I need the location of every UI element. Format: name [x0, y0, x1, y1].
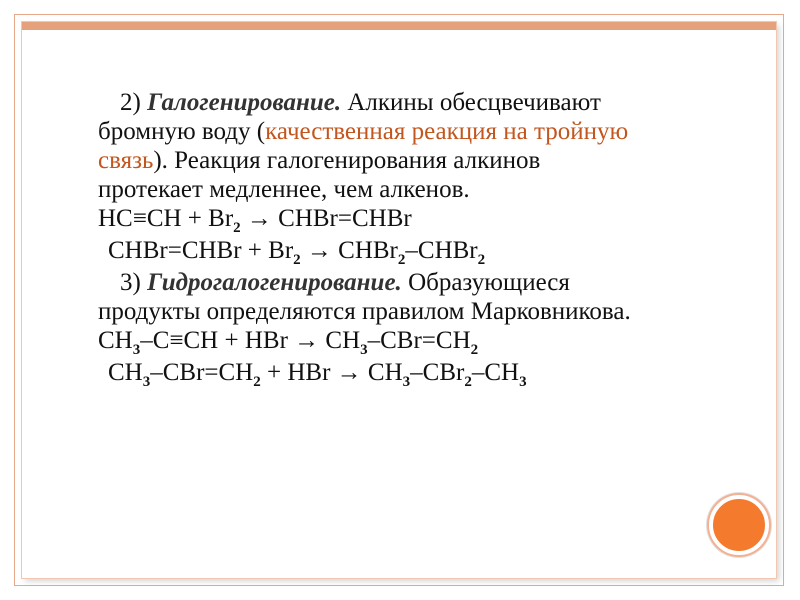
eq-text: –C≡CH + HBr → CH [140, 327, 361, 354]
highlight-text: качественная реакция на тройную [265, 118, 629, 145]
subscript: 2 [470, 342, 479, 358]
item-number: 2) [120, 89, 148, 116]
text: Образующиеся [401, 269, 570, 296]
paragraph-3-line-1 [98, 268, 768, 297]
text: бромную воду ( [98, 118, 266, 145]
subscript: 3 [402, 374, 411, 390]
subscript: 2 [293, 252, 301, 268]
paragraph-2-line-1 [98, 88, 768, 117]
eq-text: CH [98, 327, 133, 354]
subscript: 3 [519, 374, 527, 390]
equation-2 [98, 236, 768, 268]
highlight-text: связь [98, 147, 154, 174]
eq-text: –CH [471, 359, 520, 386]
eq-text: → CHBr=CHBr [240, 205, 412, 232]
subscript: 3 [142, 374, 151, 390]
eq-text: –CBr=CH [150, 359, 254, 386]
eq-text: + HBr → CH [260, 359, 403, 386]
subscript: 3 [132, 342, 141, 358]
subscript: 2 [253, 374, 261, 390]
eq-text: → CHBr [300, 237, 398, 264]
equation-1 [98, 204, 768, 236]
text: продукты определяются правилом Марковникова. [98, 298, 631, 325]
subscript: 3 [360, 342, 368, 358]
paragraph-3-line-2 [98, 297, 768, 326]
term-halogenation: Галогенирование. [147, 89, 342, 116]
eq-text: –CBr [410, 359, 465, 386]
eq-text: –CBr=CH [367, 327, 471, 354]
paragraph-2-line-4 [98, 175, 768, 204]
equation-4 [98, 358, 768, 390]
subscript: 2 [233, 220, 241, 236]
item-number: 3) [120, 269, 148, 296]
text: Алкины обесцвечивают [341, 89, 601, 116]
eq-text: –CHBr [405, 237, 478, 264]
equation-3 [98, 326, 768, 358]
text: протекает медленнее, чем алкенов. [98, 176, 470, 203]
eq-text: CH [108, 359, 143, 386]
text: ). Реакция галогенирования алкинов [153, 147, 541, 174]
eq-text: HC≡CH + Br [98, 205, 234, 232]
eq-text: CHBr=CHBr + Br [108, 237, 294, 264]
subscript: 2 [477, 252, 486, 268]
decorative-circle-icon [709, 495, 769, 555]
subscript: 2 [464, 374, 472, 390]
paragraph-2-line-2 [98, 117, 768, 146]
paragraph-2-line-3 [98, 146, 768, 175]
slide-content [98, 88, 768, 390]
slide-top-bar [22, 22, 776, 30]
subscript: 2 [397, 252, 406, 268]
term-hydrohalogenation: Гидрогалогенирование. [147, 269, 402, 296]
